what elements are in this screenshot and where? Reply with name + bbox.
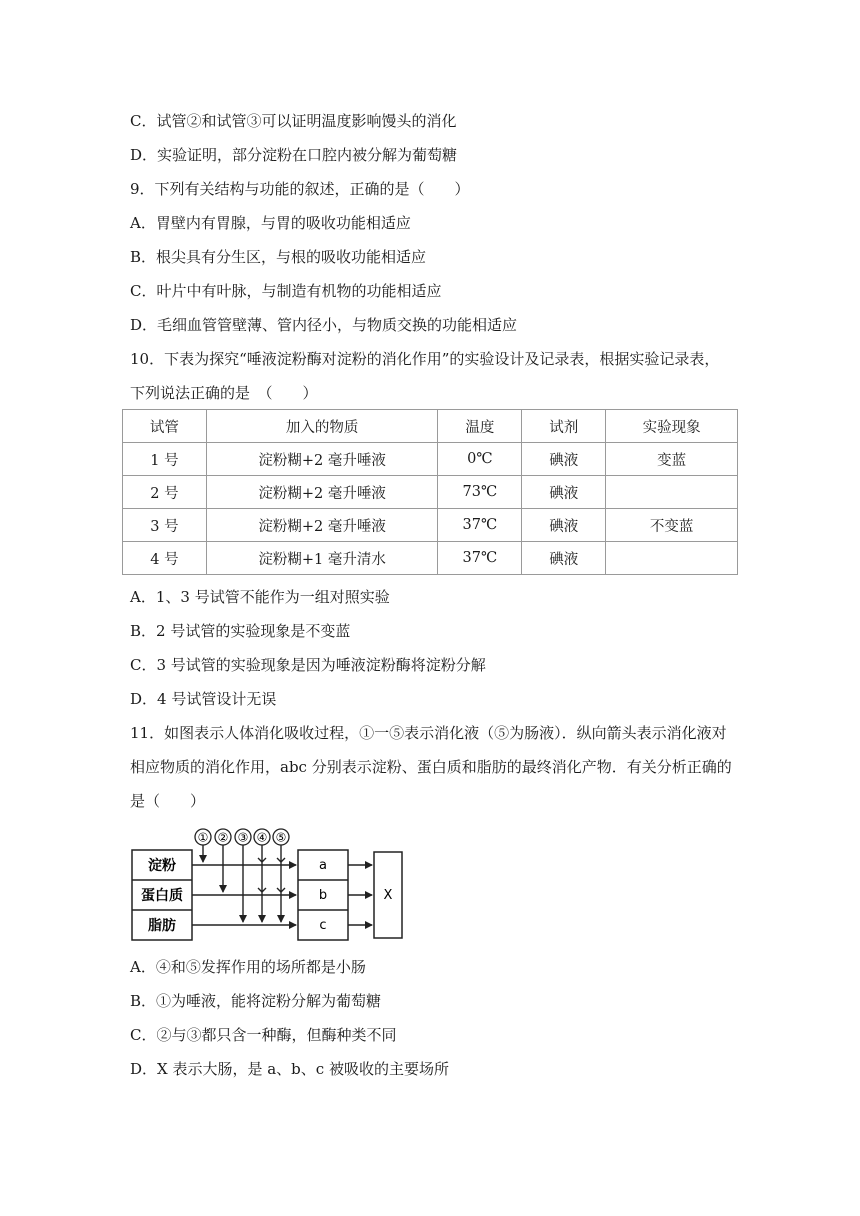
q10-option-c: C．3 号试管的实验现象是因为唾液淀粉酶将淀粉分解 <box>130 656 486 674</box>
cell-reagent: 碘液 <box>522 443 606 476</box>
q9-option-d: D．毛细血管管壁薄、管内径小，与物质交换的功能相适应 <box>130 316 518 334</box>
table-row <box>123 476 738 509</box>
digestion-diagram <box>130 824 416 944</box>
experiment-table <box>122 409 738 575</box>
cell-temperature: 37℃ <box>438 509 522 542</box>
vertical-arrows <box>203 845 285 922</box>
product-a: a <box>319 858 327 873</box>
header-reagent: 试剂 <box>522 410 606 443</box>
q11-option-d: D．X 表示大肠，是 a、b、c 被吸收的主要场所 <box>130 1060 449 1078</box>
cell-reagent: 碘液 <box>522 542 606 575</box>
q11-option-a: A．④和⑤发挥作用的场所都是小肠 <box>130 958 366 976</box>
cell-tube: 3 号 <box>123 509 207 542</box>
q9-option-a: A．胃壁内有胃腺，与胃的吸收功能相适应 <box>130 214 411 232</box>
header-phenomenon: 实验现象 <box>606 410 738 443</box>
substance-starch: 淀粉 <box>148 858 176 874</box>
organ-x-label: X <box>383 888 393 903</box>
option-d-prev: D．实验证明，部分淀粉在口腔内被分解为葡萄糖 <box>130 146 458 164</box>
substance-boxes <box>132 850 192 940</box>
cell-substance: 淀粉糊+2 毫升唾液 <box>206 476 438 509</box>
product-boxes <box>298 850 348 940</box>
absorption-arrows <box>348 865 372 925</box>
cell-temperature: 73℃ <box>438 476 522 509</box>
q9-stem: 9．下列有关结构与功能的叙述，正确的是（ ） <box>130 180 470 198</box>
juice-3-label: ③ <box>237 830 249 845</box>
q11-option-c: C．②与③都只含一种酶，但酶种类不同 <box>130 1026 397 1044</box>
q11-stem-line2: 相应物质的消化作用，abc 分别表示淀粉、蛋白质和脂肪的最终消化产物．有关分析正确的 <box>130 758 732 776</box>
juice-4-label: ④ <box>256 830 268 845</box>
cell-substance: 淀粉糊+1 毫升清水 <box>206 542 438 575</box>
q11-stem-line1: 11．如图表示人体消化吸收过程，①一⑤表示消化液（⑤为肠液）．纵向箭头表示消化液对 <box>130 724 727 742</box>
table-header-row <box>123 410 738 443</box>
table-row <box>123 443 738 476</box>
table-row <box>123 509 738 542</box>
header-substance: 加入的物质 <box>206 410 438 443</box>
q10-option-a: A．1、3 号试管不能作为一组对照实验 <box>130 588 390 606</box>
q10-option-d: D．4 号试管设计无误 <box>130 690 277 708</box>
cell-reagent: 碘液 <box>522 476 606 509</box>
cell-tube: 1 号 <box>123 443 207 476</box>
cell-phenomenon <box>606 476 738 509</box>
juice-2-label: ② <box>217 830 229 845</box>
q11-option-b: B．①为唾液，能将淀粉分解为葡萄糖 <box>130 992 382 1010</box>
cell-reagent: 碘液 <box>522 509 606 542</box>
cell-tube: 4 号 <box>123 542 207 575</box>
q11-stem-line3: 是（ ） <box>130 792 206 810</box>
cell-phenomenon: 不变蓝 <box>606 509 738 542</box>
cell-phenomenon: 变蓝 <box>606 443 738 476</box>
q10-stem-line1: 10．下表为探究“唾液淀粉酶对淀粉的消化作用”的实验设计及记录表，根据实验记录表， <box>130 350 720 368</box>
q10-stem-line2: 下列说法正确的是 （ ） <box>130 384 318 402</box>
cell-substance: 淀粉糊+2 毫升唾液 <box>206 443 438 476</box>
product-b: b <box>318 888 328 903</box>
cell-tube: 2 号 <box>123 476 207 509</box>
cell-temperature: 0℃ <box>438 443 522 476</box>
juice-5-label: ⑤ <box>275 830 287 845</box>
substance-fat: 脂肪 <box>148 918 176 934</box>
cell-substance: 淀粉糊+2 毫升唾液 <box>206 509 438 542</box>
cell-temperature: 37℃ <box>438 542 522 575</box>
juice-labels <box>195 829 289 845</box>
q9-option-c: C．叶片中有叶脉，与制造有机物的功能相适应 <box>130 282 442 300</box>
juice-1-label: ① <box>197 830 209 845</box>
option-c-prev: C．试管②和试管③可以证明温度影响馒头的消化 <box>130 112 457 130</box>
q9-option-b: B．根尖具有分生区，与根的吸收功能相适应 <box>130 248 427 266</box>
cell-phenomenon <box>606 542 738 575</box>
q10-option-b: B．2 号试管的实验现象是不变蓝 <box>130 622 351 640</box>
header-tube: 试管 <box>123 410 207 443</box>
product-c: c <box>319 918 327 933</box>
substance-protein: 蛋白质 <box>141 888 183 904</box>
table-row <box>123 542 738 575</box>
header-temperature: 温度 <box>438 410 522 443</box>
